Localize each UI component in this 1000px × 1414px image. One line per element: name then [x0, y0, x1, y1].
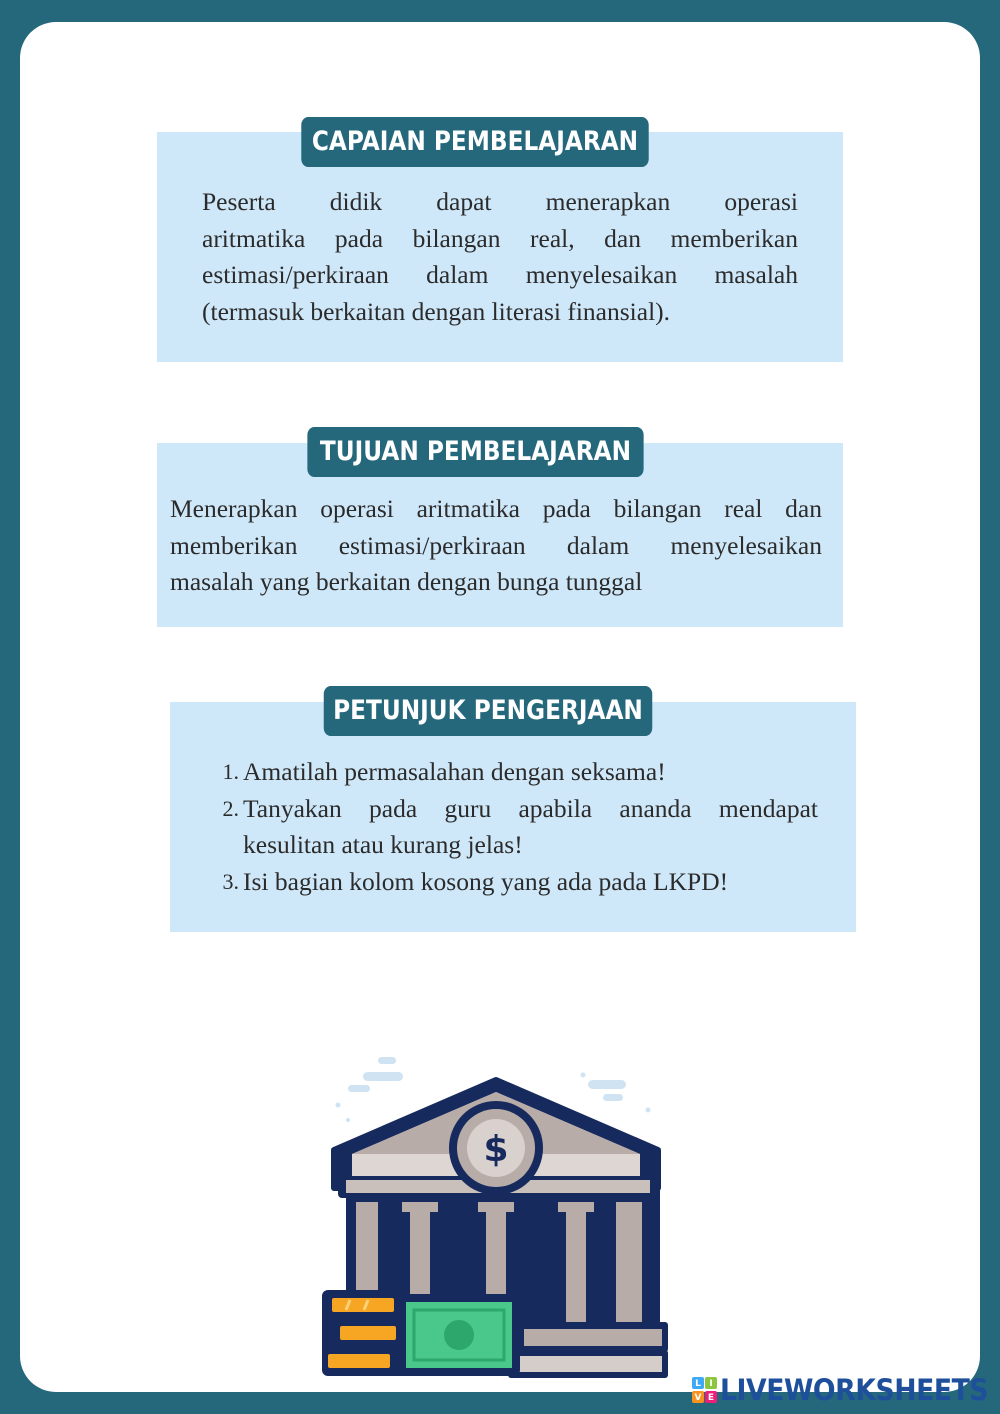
coin-stack-icon: [322, 1290, 404, 1376]
coin-icon: [449, 1101, 543, 1195]
step-number-2: 2.: [222, 795, 239, 821]
step-item-3: [197, 864, 818, 901]
capaian-line-4: (termasuk berkaitan dengan literasi finansial).: [202, 296, 671, 326]
bank-icon: [318, 1050, 680, 1385]
tujuan-text: [170, 491, 822, 601]
tujuan-title: TUJUAN PEMBELAJARAN: [307, 427, 643, 477]
capaian-line-1: Peserta didik dapat menerapkan operasi: [202, 187, 798, 216]
capaian-line-2: aritmatika pada bilangan real, dan memberikan: [202, 223, 798, 253]
tujuan-line-3: masalah yang berkaitan dengan bunga tunggal: [170, 567, 643, 596]
liveworksheets-logo: [692, 1373, 1000, 1407]
step-text-1: Amatilah permasalahan dengan seksama!: [243, 757, 666, 786]
petunjuk-steps: [197, 754, 818, 900]
step-text-3: Isi bagian kolom kosong yang ada pada LKPD!: [243, 866, 729, 896]
capaian-text: [202, 184, 798, 330]
logo-letter-v: V: [694, 1393, 702, 1403]
step-item-2: [197, 791, 818, 864]
tujuan-line-1: Menerapkan operasi aritmatika pada bilangan real dan: [170, 494, 822, 523]
money-icon: [398, 1294, 520, 1376]
liveworksheets-logo-icon: [692, 1375, 718, 1405]
logo-letter-l: L: [695, 1379, 701, 1389]
step-number-3: 3.: [222, 868, 239, 894]
liveworksheets-wordmark: LIVEWORKSHEETS: [720, 1373, 989, 1407]
dollar-sign: $: [483, 1129, 509, 1170]
capaian-line-3: estimasi/perkiraan dalam menyelesaikan masalah: [202, 260, 798, 289]
step-item-1: [197, 754, 818, 791]
logo-letter-i: I: [709, 1379, 713, 1389]
step-number-1: 1.: [222, 759, 239, 784]
tujuan-line-2: memberikan estimasi/perkiraan dalam menyelesaikan: [170, 530, 822, 560]
step-text-2b: kesulitan atau kurang jelas!: [243, 830, 523, 859]
logo-letter-e: E: [707, 1393, 715, 1403]
capaian-title: CAPAIAN PEMBELAJARAN: [301, 117, 648, 167]
step-text-2a: Tanyakan pada guru apabila ananda mendapat: [243, 793, 818, 823]
petunjuk-title: PETUNJUK PENGERJAAN: [324, 686, 653, 736]
